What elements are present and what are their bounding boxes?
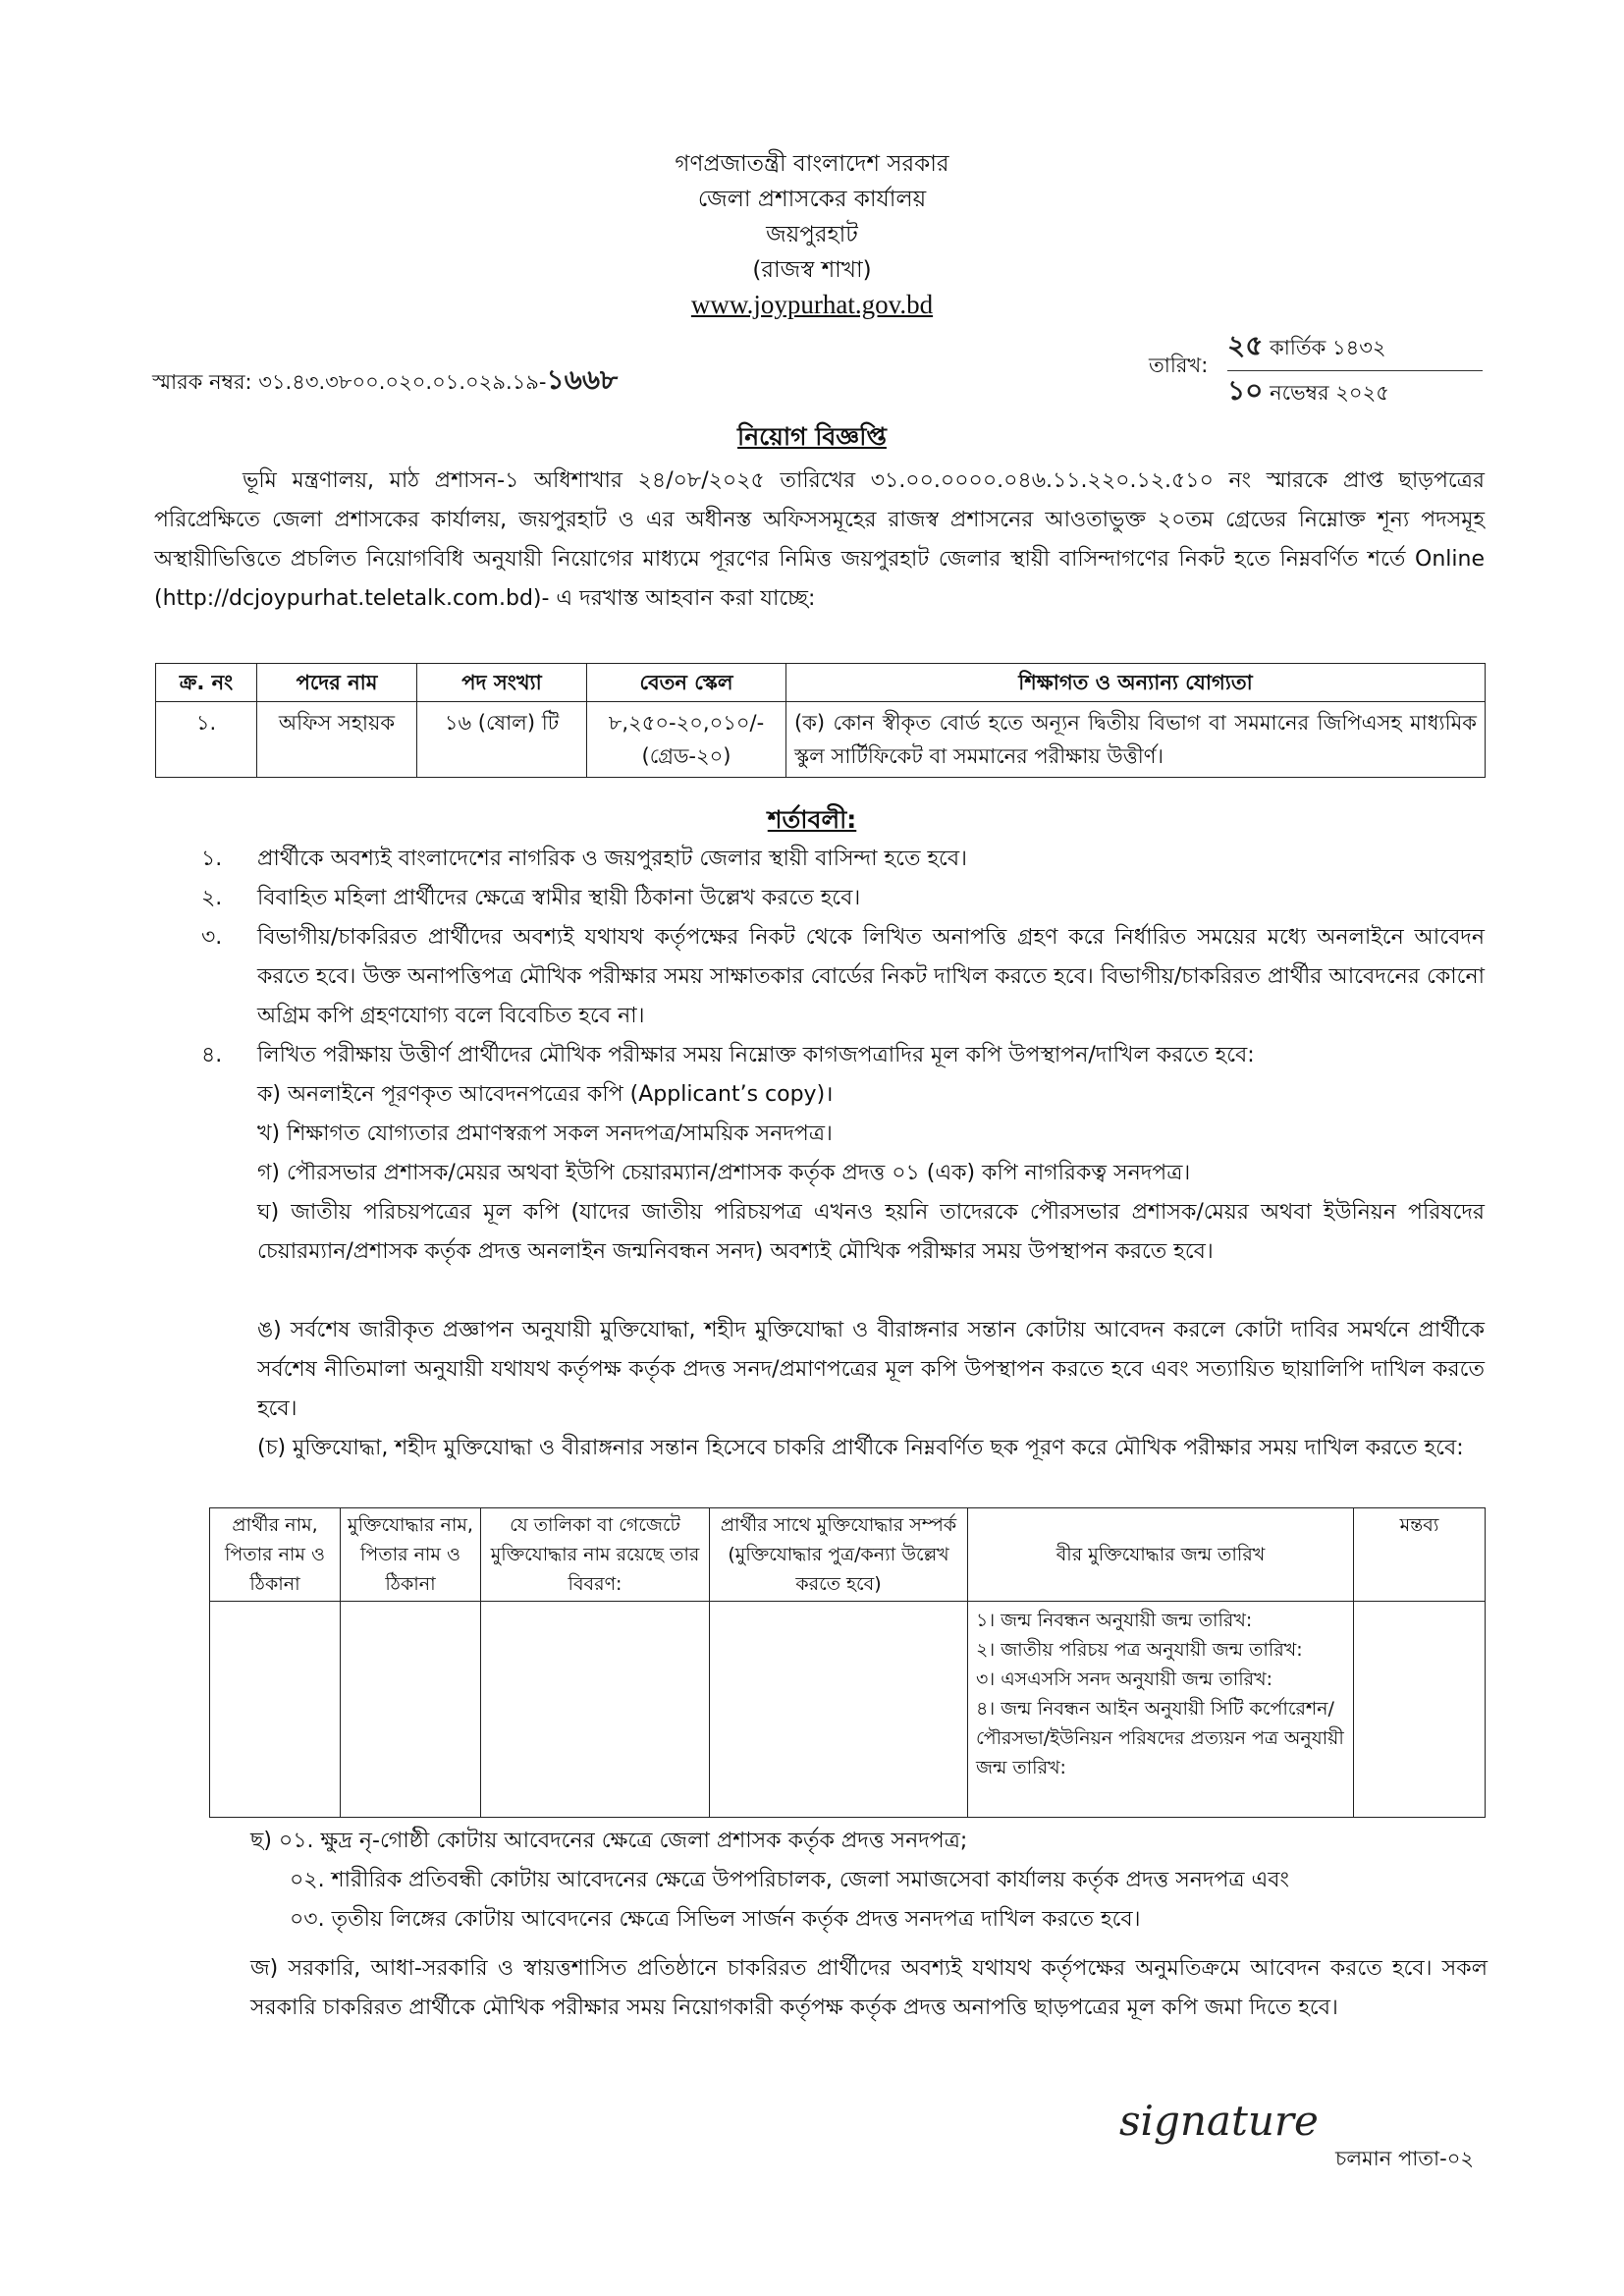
col-qualification: শিক্ষাগত ও অন্যান্য যোগ্যতা (786, 664, 1486, 702)
sub-item-kha: খ) শিক্ষাগত যোগ্যতার প্রমাণস্বরূপ সকল সনদপত্র/সাময়িক সনদপত্র। (257, 1121, 833, 1146)
ff-col-relation: প্রার্থীর সাথে মুক্তিযোদ্ধার সম্পর্ক (মুক্তিযোদ্ধার পুত্র/কন্যা উল্লেখ করতে হবে) (710, 1508, 968, 1602)
condition-num: ৪. (201, 1043, 223, 1067)
ff-col-applicant: প্রার্থীর নাম, পিতার নাম ও ঠিকানা (210, 1508, 341, 1602)
ff-cell-remarks[interactable] (1354, 1602, 1486, 1818)
ff-cell-gazette[interactable] (481, 1602, 710, 1818)
signature: signature (1119, 2097, 1319, 2145)
ff-col-fighter: মুক্তিযোদ্ধার নাম, পিতার নাম ও ঠিকানা (341, 1508, 481, 1602)
quota-item: ছ) ০১. ক্ষুদ্র নৃ-গোষ্ঠী কোটায় আবেদনের ক্ষেত্রে জেলা প্রশাসক কর্তৃক প্রদত্ত সনদপত্র; (250, 1829, 968, 1853)
quota-item: ০২. শারীরিক প্রতিবন্ধী কোটায় আবেদনের ক্ষেত্রে উপপরিচালক, জেলা সমাজসেবা কার্যালয় কর্তৃক প্রদত্ত সনদপত্র এবং (290, 1868, 1289, 1892)
ff-col-remarks: মন্তব্য (1354, 1508, 1486, 1602)
website-link[interactable]: www.joypurhat.gov.bd (690, 290, 934, 319)
ff-cell-fighter[interactable] (341, 1602, 481, 1818)
table-row (210, 1602, 1486, 1818)
ff-cell-dob[interactable] (968, 1602, 1354, 1818)
condition-num: ১. (201, 847, 223, 871)
memo-handwritten-no: ১৬৬৮ (546, 363, 619, 396)
ff-cell-relation[interactable] (710, 1602, 968, 1818)
sub-item-cha: (চ) মুক্তিযোদ্ধা, শহীদ মুক্তিযোদ্ধা ও বীরাঙ্গনার সন্তান হিসেবে চাকরি প্রার্থীকে নিম্নবর্ণিত ছক পূরণ করে মৌখিক পরীক্ষার সময় দাখিল করতে হবে: (257, 1436, 1464, 1460)
freedom-fighter-table (209, 1507, 1486, 1818)
ff-col-dob: বীর মুক্তিযোদ্ধার জন্ম তারিখ (968, 1508, 1354, 1602)
govt-item: জ) সরকারি, আধা-সরকারি ও স্বায়ত্তশাসিত প্রতিষ্ঠানে চাকরিরত প্রার্থীদের অবশ্যই যথাযথ কর্তৃপক্ষের অনুমতিক্রমে আবেদন করতে হবে। সকল সরকারি চাকরিরত প্রার্থীকে মৌখিক পরীক্ষার সময় নিয়োগকারী কর্তৃপক্ষ কর্তৃক প্রদত্ত অনাপত্তি ছাড়পত্রের মূল কপি জমা দিতে হবে। (250, 1956, 1488, 2020)
dob-item: ১। জন্ম নিবন্ধন অনুযায়ী জন্ম তারিখ: (976, 1610, 1253, 1631)
col-count: পদ সংখ্যা (417, 664, 587, 702)
col-scale: বেতন স্কেল (587, 664, 786, 702)
memo-number: স্মারক নম্বর: ৩১.৪৩.৩৮০০.০২০.০১.০২৯.১৯-১৬৬৮ (152, 363, 619, 396)
condition-num: ৩. (201, 925, 223, 950)
posts-table (155, 663, 1486, 778)
date-bangla: ২৫ কার্তিক ১৪৩২ (1227, 324, 1483, 371)
ff-cell-applicant[interactable] (210, 1602, 341, 1818)
list-item: বিবাহিত মহিলা প্রার্থীদের ক্ষেত্রে স্বামীর স্থায়ী ঠিকানা উল্লেখ করতে হবে। (257, 886, 861, 910)
col-post: পদের নাম (257, 664, 417, 702)
cell-count: ১৬ (ষোল) টি (417, 702, 587, 778)
condition-num: ২. (201, 886, 223, 910)
cell-scale: ৮,২৫০-২০,০১০/- (গ্রেড-২০) (587, 702, 786, 778)
posts-table-header (156, 664, 1486, 702)
continued-page-note: চলমান পাতা-০২ (1335, 2147, 1475, 2170)
sub-item-umo: ঙ) সর্বশেষ জারীকৃত প্রজ্ঞাপন অনুযায়ী মুক্তিযোদ্ধা, শহীদ মুক্তিযোদ্ধা ও বীরাঙ্গনার সন্তান কোটায় আবেদন করলে কোটা দাবির সমর্থনে প্রার্থীকে সর্বশেষ নীতিমালা অনুযায়ী যথাযথ কর্তৃপক্ষ কর্তৃক প্রদত্ত সনদ/প্রমাণপত্রের মূল কপি উপস্থাপন করতে হবে এবং সত্যায়িত ছায়ালিপি দাখিল করতে হবে। (257, 1318, 1485, 1421)
date-english: ১০ নভেম্বর ২০২৫ (1227, 374, 1389, 407)
office-name: জেলা প্রশাসকের কার্যালয় (697, 187, 927, 212)
quota-item: ০৩. তৃতীয় লিঙ্গের কোটায় আবেদনের ক্ষেত্রে সিভিল সার্জন কর্তৃক প্রদত্ত সনদপত্র দাখিল করতে হবে। (290, 1907, 1141, 1932)
conditions-title: শর্তাবলী: (767, 805, 857, 834)
list-item: প্রার্থীকে অবশ্যই বাংলাদেশের নাগরিক ও জয়পুরহাট জেলার স্থায়ী বাসিন্দা হতে হবে। (257, 847, 967, 871)
sub-item-ga: গ) পৌরসভার প্রশাসক/মেয়র অথবা ইউপি চেয়ারম্যান/প্রশাসক কর্তৃক প্রদত্ত ০১ (এক) কপি নাগরিকত্ব সনদপত্র। (257, 1161, 1191, 1185)
intro-paragraph: ভূমি মন্ত্রণালয়, মাঠ প্রশাসন-১ অধিশাখার ২৪/০৮/২০২৫ তারিখের ৩১.০০.০০০০.০৪৬.১১.২২০.১২.৫১০ নং স্মারকে প্রাপ্ত ছাড়পত্রের পরিপ্রেক্ষিতে জেলা প্রশাসকের কার্যালয়, জয়পুরহাট ও এর অধীনস্ত অফিসসমূহের রাজস্ব প্রশাসনের আওতাভুক্ত ২০তম গ্রেডের নিম্নোক্ত শূন্য পদসমূহ অস্থায়ীভিত্তিতে প্রচলিত নিয়োগবিধি অনুযায়ী নিয়োগের মাধ্যমে পূরণের নিমিত্ত জয়পুরহাট জেলার স্থায়ী বাসিন্দাগণের নিকট হতে নিম্নবর্ণিত শর্তে Online (http://dcjoypurhat.teletalk.com.bd)- এ দরখাস্ত আহবান করা যাচ্ছে: (154, 468, 1485, 611)
list-item: বিভাগীয়/চাকরিরত প্রার্থীদের অবশ্যই যথাযথ কর্তৃপক্ষের নিকট থেকে লিখিত অনাপত্তি গ্রহণ করে নির্ধারিত সময়ের মধ্যে অনলাইনে আবেদন করতে হবে। উক্ত অনাপত্তিপত্র মৌখিক পরীক্ষার সময় সাক্ষাতকার বোর্ডের নিকট দাখিল করতে হবে। বিভাগীয়/চাকরিরত প্রার্থীর আবেদনের কোনো অগ্রিম কপি গ্রহণযোগ্য বলে বিবেচিত হবে না। (257, 925, 1485, 1028)
cell-serial: ১. (156, 702, 257, 778)
dob-item: ৪। জন্ম নিবন্ধন আইন অনুযায়ী সিটি কর্পোরেশন/পৌরসভা/ইউনিয়ন পরিষদের প্রত্যয়ন পত্র অনুযায়ী জন্ম তারিখ: (976, 1698, 1344, 1778)
notice-title: নিয়োগ বিজ্ঞপ্তি (737, 422, 887, 451)
gov-name: গণপ্রজাতন্ত্রী বাংলাদেশ সরকার (675, 151, 949, 177)
table-row (156, 702, 1486, 778)
cell-post: অফিস সহায়ক (257, 702, 417, 778)
section-name: (রাজস্ব শাখা) (752, 257, 872, 283)
dob-item: ৩। এসএসসি সনদ অনুযায়ী জন্ম তারিখ: (976, 1668, 1273, 1690)
cell-qualification: (ক) কোন স্বীকৃত বোর্ড হতে অন্যূন দ্বিতীয় বিভাগ বা সমমানের জিপিএসহ মাধ্যমিক স্কুল সার্টিফিকেট বা সমমানের পরীক্ষায় উত্তীর্ণ। (786, 702, 1486, 778)
col-serial: ক্র. নং (156, 664, 257, 702)
date-label: তারিখ: (1149, 354, 1209, 377)
sub-item-gha: ঘ) জাতীয় পরিচয়পত্রের মূল কপি (যাদের জাতীয় পরিচয়পত্র এখনও হয়নি তাদেরকে পৌরসভার প্রশাসক/মেয়র অথবা ইউনিয়ন পরিষদের চেয়ারম্যান/প্রশাসক কর্তৃক প্রদত্ত অনলাইন জন্মনিবন্ধন সনদ) অবশ্যই মৌখিক পরীক্ষার সময় উপস্থাপন করতে হবে। (257, 1200, 1485, 1264)
ff-table-header (210, 1508, 1486, 1602)
dob-item: ২। জাতীয় পরিচয় পত্র অনুযায়ী জন্ম তারিখ: (976, 1639, 1303, 1661)
ff-col-gazette: যে তালিকা বা গেজেটে মুক্তিযোদ্ধার নাম রয়েছে তার বিবরণ: (481, 1508, 710, 1602)
sub-item-ka: ক) অনলাইনে পূরণকৃত আবেদনপত্রের কপি (Applicant’s copy)। (257, 1082, 834, 1107)
list-item: লিখিত পরীক্ষায় উত্তীর্ণ প্রার্থীদের মৌখিক পরীক্ষার সময় নিম্নোক্ত কাগজপত্রাদির মূল কপি উপস্থাপন/দাখিল করতে হবে: (257, 1043, 1255, 1067)
district-name: জয়পুরহাট (766, 222, 858, 247)
